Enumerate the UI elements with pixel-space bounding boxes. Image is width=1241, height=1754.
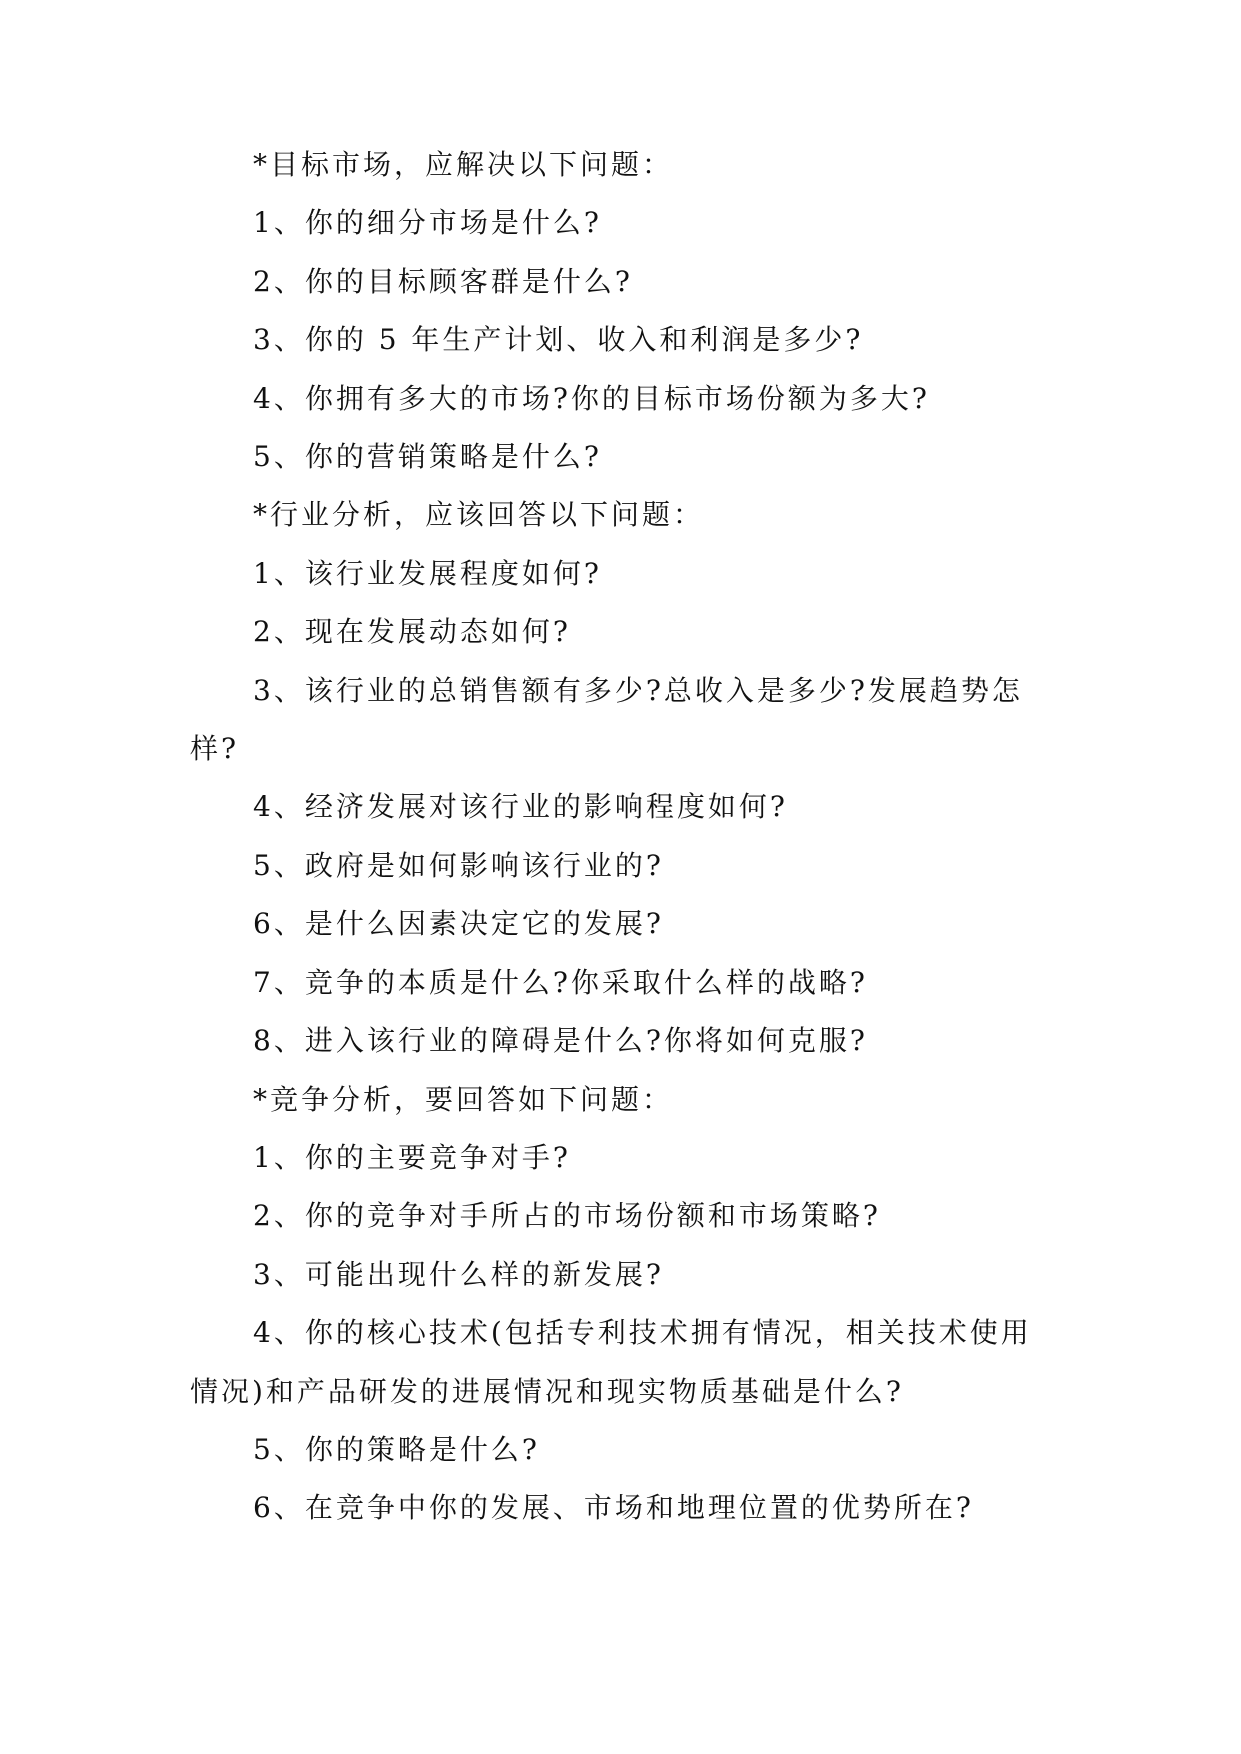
list-item: 4、你的核心技术(包括专利技术拥有情况，相关技术使用情况)和产品研发的进展情况和现实物质基础是什么? xyxy=(190,1316,1032,1408)
list-item: 5、你的营销策略是什么? xyxy=(253,440,602,474)
list-item: 5、政府是如何影响该行业的? xyxy=(253,848,664,882)
list-item: 2、现在发展动态如何? xyxy=(253,615,571,649)
list-item: 8、进入该行业的障碍是什么?你将如何克服? xyxy=(253,1024,868,1058)
list-item: 3、可能出现什么样的新发展? xyxy=(253,1257,664,1291)
list-item: 7、竞争的本质是什么?你采取什么样的战略? xyxy=(253,965,868,999)
list-item: 6、是什么因素决定它的发展? xyxy=(253,907,664,941)
list-item: 4、你拥有多大的市场?你的目标市场份额为多大? xyxy=(253,381,930,415)
list-item: 2、你的竞争对手所占的市场份额和市场策略? xyxy=(253,1199,881,1233)
document-page xyxy=(190,136,1060,1538)
list-item: 1、你的主要竞争对手? xyxy=(253,1140,571,1174)
list-item: 2、你的目标顾客群是什么? xyxy=(253,264,633,298)
list-item: 4、经济发展对该行业的影响程度如何? xyxy=(253,790,788,824)
list-item: 3、你的 5 年生产计划、收入和利润是多少? xyxy=(253,323,864,357)
section-heading-target-market: *目标市场，应解决以下问题： xyxy=(253,148,674,181)
list-item: 1、你的细分市场是什么? xyxy=(253,206,602,240)
section-heading-competition-analysis: *竞争分析，要回答如下问题： xyxy=(253,1082,674,1116)
list-item: 3、该行业的总销售额有多少?总收入是多少?发展趋势怎样? xyxy=(190,673,1023,766)
list-item: 1、该行业发展程度如何? xyxy=(253,556,602,590)
section-heading-industry-analysis: *行业分析，应该回答以下问题： xyxy=(253,498,705,532)
list-item: 5、你的策略是什么? xyxy=(253,1432,540,1466)
list-item: 6、在竞争中你的发展、市场和地理位置的优势所在? xyxy=(253,1491,974,1525)
